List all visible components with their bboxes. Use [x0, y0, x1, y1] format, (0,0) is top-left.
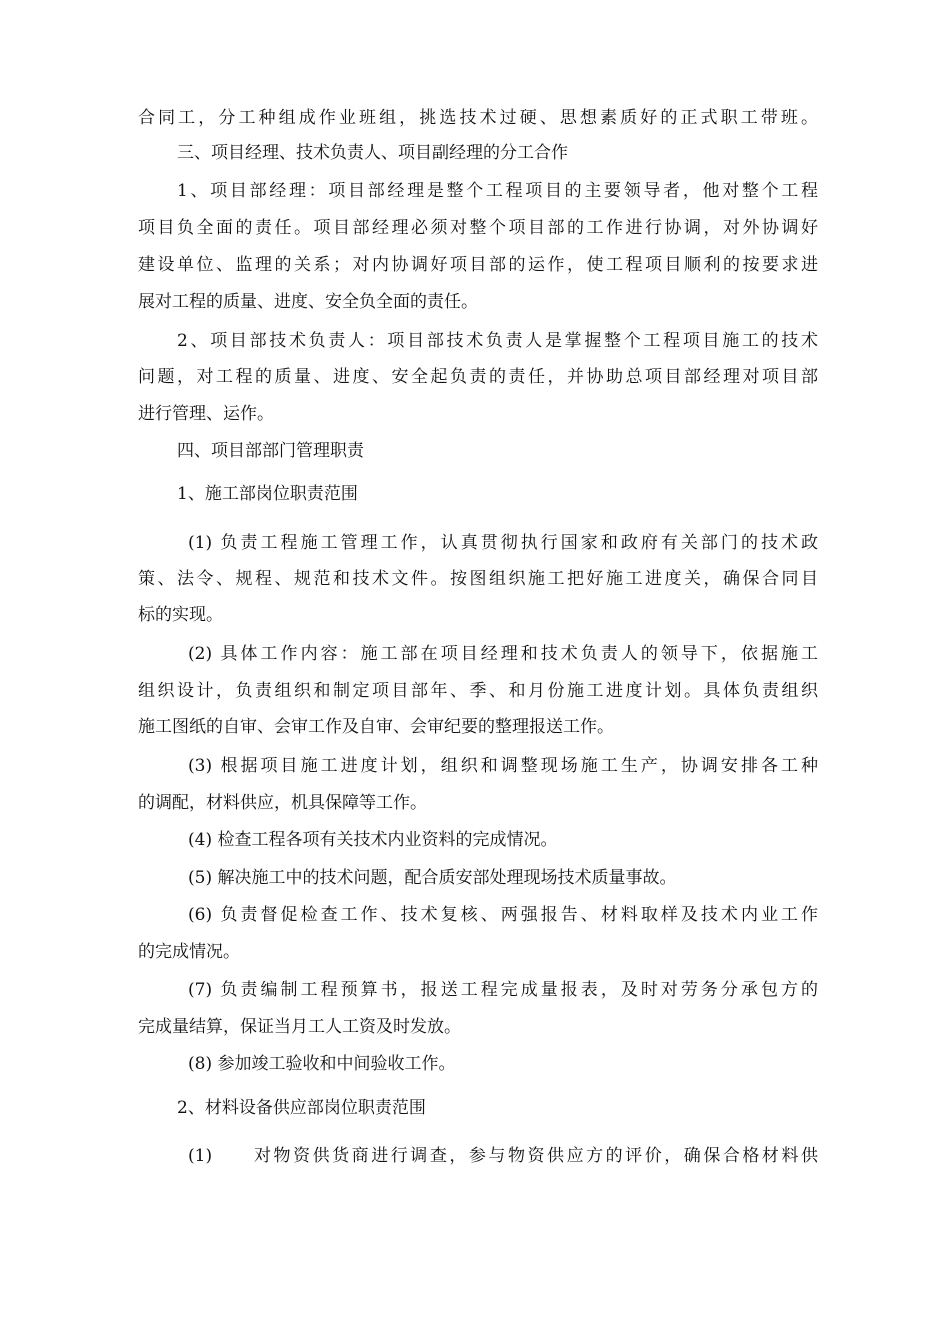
paragraph-line: 施工图纸的自审、会审工作及自审、会审纪要的整理报送工作。 [138, 717, 614, 737]
list-item: (4) 检查工程各项有关技术内业资料的完成情况。 [188, 830, 558, 850]
list-item: (7) 负责编制工程预算书，报送工程完成量报表，及时对劳务分承包方的 [188, 980, 818, 1000]
list-item: (1) 负责工程施工管理工作，认真贯彻执行国家和政府有关部门的技术政 [188, 533, 818, 553]
paragraph-line: 展对工程的质量、进度、安全负全面的责任。 [138, 292, 478, 312]
list-item-number: (1) [188, 1146, 213, 1166]
paragraph-line: 的完成情况。 [138, 942, 240, 962]
section-heading-4: 四、项目部部门管理职责 [177, 441, 364, 461]
section-heading-3: 三、项目经理、技术负责人、项目副经理的分工合作 [177, 143, 568, 163]
paragraph-line: 进行管理、运作。 [138, 404, 274, 424]
paragraph-line: 合同工，分工种组成作业班组，挑选技术过硬、思想素质好的正式职工带班。 [138, 108, 818, 128]
subsection-heading: 1、施工部岗位职责范围 [177, 484, 358, 504]
paragraph-line: 问题，对工程的质量、进度、安全起负责的责任，并协助总项目部经理对项目部 [138, 367, 818, 387]
list-item: 对物资供货商进行调查，参与物资供应方的评价，确保合格材料供 [254, 1146, 818, 1166]
paragraph-line: 项目负全面的责任。项目部经理必须对整个项目部的工作进行协调，对外协调好 [138, 218, 818, 238]
paragraph-line: 1、项目部经理：项目部经理是整个工程项目的主要领导者，他对整个工程 [177, 181, 818, 201]
paragraph-line: 完成量结算，保证当月工人工资及时发放。 [138, 1017, 461, 1037]
list-item: (8) 参加竣工验收和中间验收工作。 [188, 1054, 456, 1074]
paragraph-line: 策、法令、规程、规范和技术文件。按图组织施工把好施工进度关，确保合同目 [138, 569, 818, 589]
paragraph-line: 标的实现。 [138, 605, 223, 625]
paragraph-line: 建设单位、监理的关系；对内协调好项目部的运作，使工程项目顺利的按要求进 [138, 255, 818, 275]
paragraph-line: 2、项目部技术负责人：项目部技术负责人是掌握整个工程项目施工的技术 [177, 331, 818, 351]
list-item: (6) 负责督促检查工作、技术复核、两强报告、材料取样及技术内业工作 [188, 905, 818, 925]
list-item: (5) 解决施工中的技术问题，配合质安部处理现场技术质量事故。 [188, 868, 677, 888]
paragraph-line: 的调配，材料供应，机具保障等工作。 [138, 793, 427, 813]
list-item: (3) 根据项目施工进度计划，组织和调整现场施工生产，协调安排各工种 [188, 756, 818, 776]
subsection-heading: 2、材料设备供应部岗位职责范围 [177, 1098, 426, 1118]
list-item: (2) 具体工作内容：施工部在项目经理和技术负责人的领导下，依据施工 [188, 644, 818, 664]
paragraph-line: 组织设计，负责组织和制定项目部年、季、和月份施工进度计划。具体负责组织 [138, 681, 818, 701]
